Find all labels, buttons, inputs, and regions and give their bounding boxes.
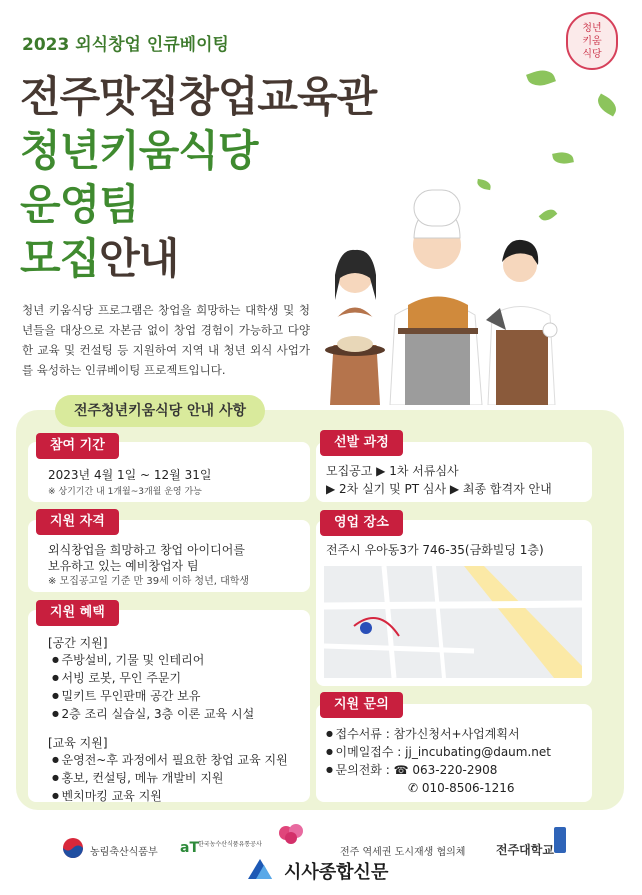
period-tag: 참여 기간 <box>36 433 119 459</box>
list-item: ● 홍보, 컨설팅, 메뉴 개발비 지원 <box>52 769 288 787</box>
contact-phone-2: ✆ 010-8506-1216 <box>408 781 515 795</box>
qualification-line-2: 보유하고 있는 예비창업자 팀 <box>48 559 199 573</box>
edu-support-list <box>52 751 288 805</box>
leaf-icon <box>526 66 556 90</box>
selection-line-2: ▶ 2차 실기 및 PT 심사 ▶ 최종 합격자 안내 <box>326 482 552 496</box>
benefits-tag: 지원 혜택 <box>36 600 119 626</box>
org-university: 전주대학교 <box>496 843 554 857</box>
subtitle: 2023 외식창업 인큐베이팅 <box>22 35 229 55</box>
list-item: ● 서빙 로봇, 무인 주문기 <box>52 669 254 687</box>
list-item: ● 주방설비, 기물 및 인테리어 <box>52 651 254 669</box>
newspaper-brand: 시사종합신문 <box>284 862 389 883</box>
location-map <box>324 566 582 678</box>
selection-line-1: 모집공고 ▶ 1차 서류심사 <box>326 464 459 478</box>
title-line-2: 청년키움식당 <box>20 126 258 175</box>
list-item: ● 운영전~후 과정에서 필요한 창업 교육 지원 <box>52 751 288 769</box>
list-item: ● 밀키트 무인판매 공간 보유 <box>52 687 254 705</box>
org-at: 한국농수산식품유통공사 <box>198 841 262 848</box>
chefs-illustration <box>310 180 580 405</box>
location-tag: 영업 장소 <box>320 510 403 536</box>
contact-tag: 지원 문의 <box>320 692 403 718</box>
qualification-tag: 지원 자격 <box>36 509 119 535</box>
logo-seal: 청년 키움 식당 <box>566 12 618 70</box>
ministry-logo-icon <box>62 837 84 859</box>
space-support-title: [공간 지원] <box>48 636 108 650</box>
contact-phone-1: ☎ 063-220-2908 <box>393 763 498 777</box>
leaf-icon <box>552 150 574 165</box>
edu-support-title: [교육 지원] <box>48 736 108 750</box>
contact-docs: ● 접수서류 : 참가신청서+사업계획서 <box>326 725 551 743</box>
period-text: 2023년 4월 1일 ~ 12월 31일 <box>48 468 212 482</box>
intro-text: 청년 키움식당 프로그램은 창업을 희망하는 대학생 및 청년들을 대상으로 자본금 없이 창업 경험이 가능하고 다양한 교육 및 컨설팅 등 지원하여 지역 내 청년 외식 사업가를 육성하는 인큐베이팅 프로젝트입니다. <box>22 303 310 377</box>
leaf-icon <box>594 93 620 116</box>
space-support-list <box>52 651 254 723</box>
title-guide: 안내 <box>99 234 179 283</box>
contact-list <box>326 725 551 779</box>
org-council: 전주 역세권 도시재생 협의체 <box>340 847 466 858</box>
newspaper-logo-icon <box>246 857 276 881</box>
list-item: ● 2층 조리 실습실, 3층 이론 교육 시설 <box>52 705 254 723</box>
period-note: ※ 상기기간 내 1개월~3개월 운영 가능 <box>48 487 202 497</box>
qualification-note: ※ 모집공고일 기준 만 39세 이하 청년, 대학생 <box>48 576 250 587</box>
contact-phone-label: 문의전화 : <box>335 763 390 777</box>
university-logo-icon <box>554 827 566 853</box>
list-item: ● 벤치마킹 교육 지원 <box>52 787 288 805</box>
qualification-line-1: 외식창업을 희망하고 창업 아이디어를 <box>48 543 245 557</box>
location-address: 전주시 우아동3가 746-35(금화빌딩 1층) <box>326 543 544 557</box>
contact-phone <box>326 761 551 779</box>
title-line-3: 운영팀 <box>20 180 139 229</box>
contact-email: ● 이메일접수 : jj_incubating@daum.net <box>326 743 551 761</box>
title-recruit: 모집 <box>20 234 100 283</box>
title-line-4 <box>20 226 178 286</box>
org-ministry: 농림축산식품부 <box>90 847 158 858</box>
flower-logo-icon <box>272 821 312 847</box>
at-logo-icon: aT <box>180 840 199 856</box>
title-line-1: 전주맛집창업교육관 <box>20 72 377 121</box>
guide-title: 전주청년키움식당 안내 사항 <box>55 395 265 427</box>
selection-tag: 선발 과정 <box>320 430 403 456</box>
